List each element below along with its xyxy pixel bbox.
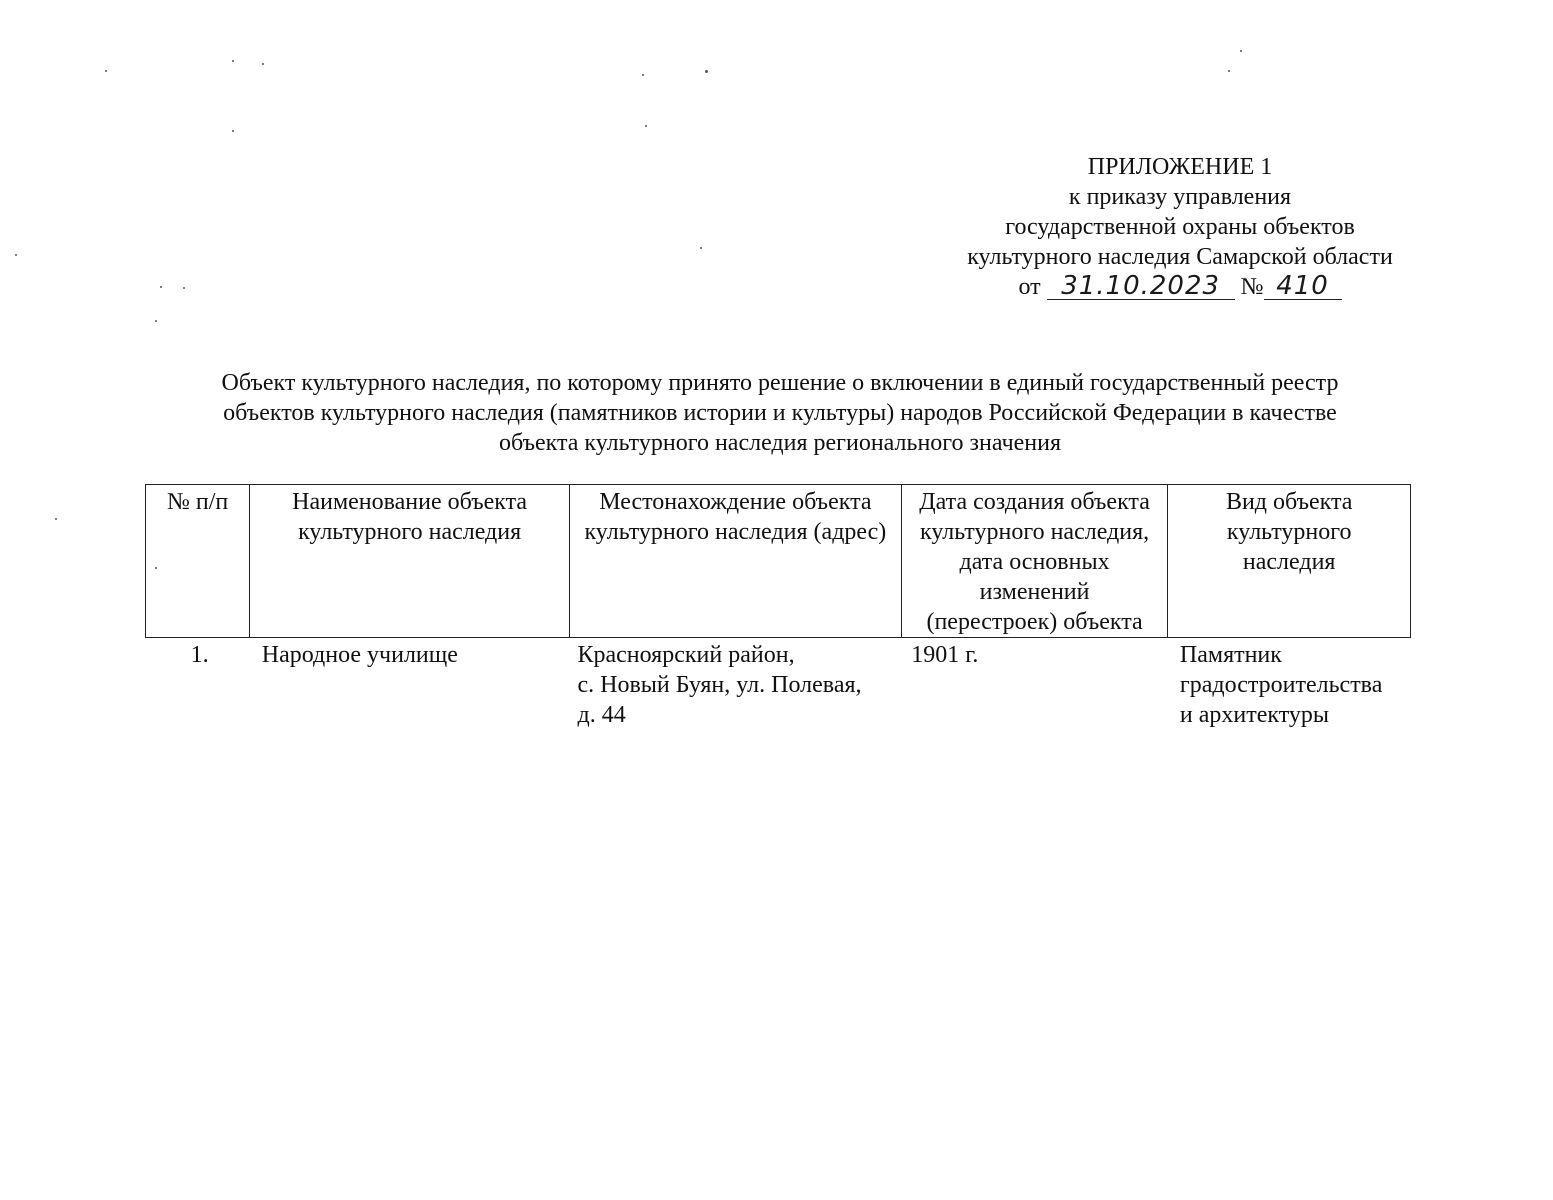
scan-speck	[55, 518, 57, 520]
table-row	[146, 638, 1411, 731]
appendix-line: государственной охраны объектов	[1005, 214, 1355, 240]
appendix-line: культурного наследия Самарской области	[967, 244, 1393, 270]
row-name: Народное училище	[261, 642, 458, 668]
table-header-row	[146, 485, 1411, 638]
header-number: № п/п	[146, 485, 250, 638]
scan-speck	[232, 60, 234, 62]
appendix-line: к приказу управления	[1068, 184, 1292, 210]
scan-speck	[705, 70, 708, 73]
kind-line: Памятник	[1179, 642, 1282, 668]
address-line: Красноярский район,	[577, 642, 795, 668]
handwritten-date: 31.10.2023	[1047, 273, 1235, 300]
heading-line: объекта культурного наследия регионального значения	[498, 430, 1062, 456]
heading-line: Объект культурного наследия, по которому принято решение о включении в единый государственный реестр	[221, 370, 1339, 396]
order-date-row	[930, 272, 1430, 302]
kind-line: градостроительства	[1179, 672, 1383, 698]
scan-speck	[155, 320, 157, 322]
scan-speck	[15, 254, 17, 256]
scan-speck	[700, 247, 702, 249]
scan-speck	[232, 130, 234, 132]
scan-speck	[160, 286, 162, 288]
handwritten-number: 410	[1264, 273, 1342, 300]
header-date: Дата создания объекта культурного наследия, дата основных изменений (перестроек) объекта	[901, 485, 1168, 638]
document-heading	[150, 368, 1410, 458]
date-prefix: от	[1018, 274, 1041, 300]
scan-speck	[183, 287, 185, 289]
heading-line: объектов культурного наследия (памятников истории и культуры) народов Российской Федерации в качестве	[223, 400, 1337, 426]
row-date: 1901 г.	[911, 642, 979, 668]
scan-speck	[645, 125, 647, 127]
row-address	[569, 638, 901, 731]
row-kind	[1168, 638, 1411, 731]
address-line: д. 44	[577, 702, 626, 728]
address-line: с. Новый Буян, ул. Полевая,	[577, 672, 862, 698]
header-address: Местонахождение объекта культурного наследия (адрес)	[569, 485, 901, 638]
scan-speck	[642, 74, 644, 76]
kind-line: и архитектуры	[1179, 702, 1330, 728]
scan-speck	[1228, 70, 1230, 72]
appendix-title: ПРИЛОЖЕНИЕ 1	[1087, 154, 1273, 180]
header-kind: Вид объекта культурного наследия	[1168, 485, 1411, 638]
scan-speck	[105, 70, 107, 72]
row-number: 1.	[190, 642, 209, 668]
heritage-table	[145, 484, 1411, 730]
header-name: Наименование объекта культурного наследия	[250, 485, 570, 638]
scan-speck	[262, 63, 264, 65]
appendix-block	[930, 152, 1430, 302]
scan-speck	[1240, 50, 1242, 52]
number-prefix: №	[1240, 274, 1264, 300]
